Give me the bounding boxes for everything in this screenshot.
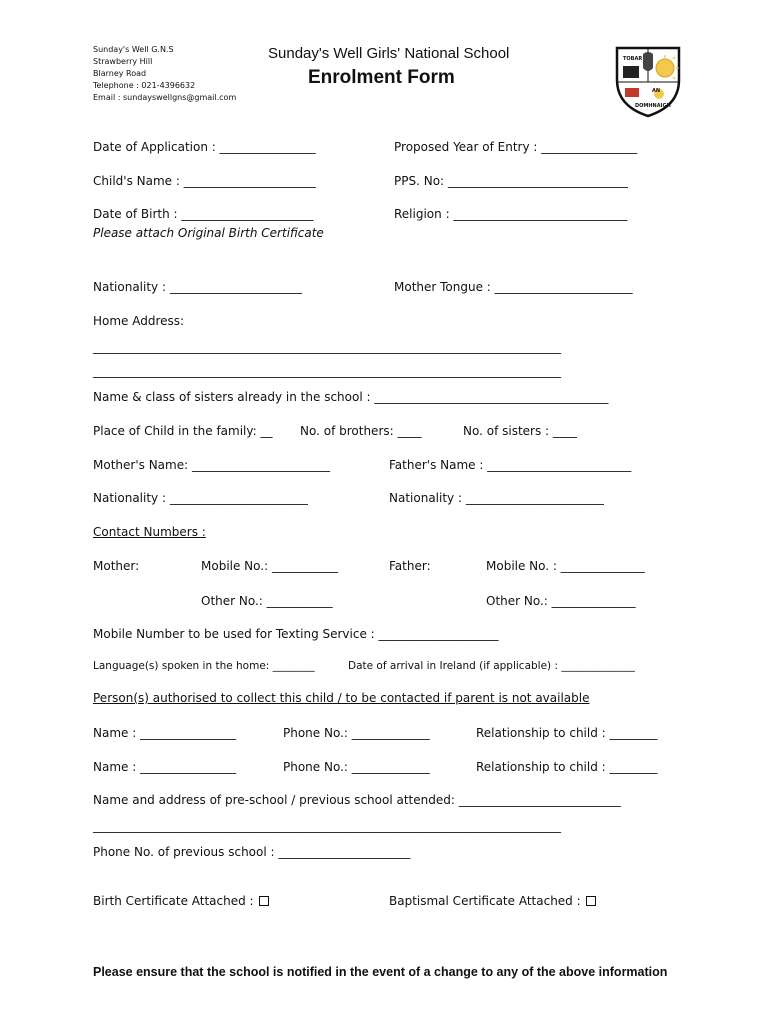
birth-cert-checkbox[interactable] — [259, 896, 269, 906]
baptismal-cert-checkbox[interactable] — [586, 896, 596, 906]
father-mobile-field[interactable]: Mobile No. : ______________ — [486, 559, 645, 573]
place-of-child-field[interactable]: Place of Child in the family: __ — [93, 424, 273, 438]
authorised-phone-field[interactable]: Phone No.: _____________ — [283, 760, 430, 774]
date-of-birth-field[interactable]: Date of Birth : ______________________ — [93, 207, 314, 221]
mothers-name-field[interactable]: Mother's Name: _______________________ — [93, 458, 330, 472]
address-line-1[interactable]: ______________________________________________________________________________ — [93, 340, 561, 354]
authorised-relationship-field[interactable]: Relationship to child : ________ — [476, 760, 658, 774]
mother-other-field[interactable]: Other No.: ___________ — [201, 594, 333, 608]
father-other-field[interactable]: Other No.: ______________ — [486, 594, 636, 608]
address-line: Strawberry Hill — [93, 57, 153, 66]
date-of-application-field[interactable]: Date of Application : ________________ — [93, 140, 316, 154]
mother-nationality-field[interactable]: Nationality : _______________________ — [93, 491, 308, 505]
birth-cert-attached-label: Birth Certificate Attached : — [93, 894, 254, 908]
address-line: Telephone : 021-4396632 — [93, 81, 196, 90]
no-of-sisters-field[interactable]: No. of sisters : ____ — [463, 424, 577, 438]
preschool-field[interactable]: Name and address of pre-school / previous school attended: ___________________________ — [93, 793, 621, 807]
pps-no-field[interactable]: PPS. No: ______________________________ — [394, 174, 628, 188]
school-name: Sunday's Well Girls' National School — [268, 45, 510, 62]
baptismal-cert-attached-label: Baptismal Certificate Attached : — [389, 894, 581, 908]
father-nationality-field[interactable]: Nationality : _______________________ — [389, 491, 604, 505]
mother-label: Mother: — [93, 559, 140, 573]
address-line: Sunday's Well G.N.S — [93, 45, 174, 54]
languages-field[interactable]: Language(s) spoken in the home: ________ — [93, 660, 315, 672]
address-line: Blarney Road — [93, 69, 147, 78]
no-of-brothers-field[interactable]: No. of brothers: ____ — [300, 424, 422, 438]
texting-mobile-field[interactable]: Mobile Number to be used for Texting Service : ____________________ — [93, 627, 499, 641]
school-crest-logo — [613, 44, 683, 118]
mother-mobile-field[interactable]: Mobile No.: ___________ — [201, 559, 338, 573]
address-line: Email : sundayswellgns@gmail.com — [93, 93, 237, 102]
father-label: Father: — [389, 559, 431, 573]
religion-field[interactable]: Religion : _____________________________ — [394, 207, 628, 221]
authorised-persons-heading: Person(s) authorised to collect this child / to be contacted if parent is not available — [93, 691, 590, 705]
footer-notice: Please ensure that the school is notified in the event of a change to any of the above information — [93, 965, 668, 979]
address-line-2[interactable]: ______________________________________________________________________________ — [93, 364, 561, 378]
form-title: Enrolment Form — [308, 67, 455, 88]
date-of-arrival-field[interactable]: Date of arrival in Ireland (if applicable) : ______________ — [348, 660, 635, 672]
home-address-label: Home Address: — [93, 314, 185, 328]
contact-numbers-heading: Contact Numbers : — [93, 525, 206, 539]
baptismal-cert-attached-row — [389, 895, 596, 907]
fathers-name-field[interactable]: Father's Name : ________________________ — [389, 458, 632, 472]
birth-cert-note: Please attach Original Birth Certificate — [93, 226, 324, 240]
crest-text: AN — [652, 88, 661, 94]
school-address-block — [93, 44, 236, 104]
mother-tongue-field[interactable]: Mother Tongue : _______________________ — [394, 280, 633, 294]
birth-cert-attached-row — [93, 895, 269, 907]
proposed-year-field[interactable]: Proposed Year of Entry : ________________ — [394, 140, 638, 154]
authorised-phone-field[interactable]: Phone No.: _____________ — [283, 726, 430, 740]
crest-text: TOBAR — [623, 56, 643, 62]
crest-text: DOMHNAIGH — [635, 103, 671, 109]
preschool-line-2[interactable]: ______________________________________________________________________________ — [93, 819, 561, 833]
childs-name-field[interactable]: Child's Name : ______________________ — [93, 174, 316, 188]
authorised-relationship-field[interactable]: Relationship to child : ________ — [476, 726, 658, 740]
authorised-name-field[interactable]: Name : ________________ — [93, 760, 237, 774]
previous-school-phone-field[interactable]: Phone No. of previous school : ______________________ — [93, 845, 411, 859]
sisters-in-school-field[interactable]: Name & class of sisters already in the school : _______________________________________ — [93, 390, 609, 404]
nationality-field[interactable]: Nationality : ______________________ — [93, 280, 302, 294]
authorised-name-field[interactable]: Name : ________________ — [93, 726, 237, 740]
